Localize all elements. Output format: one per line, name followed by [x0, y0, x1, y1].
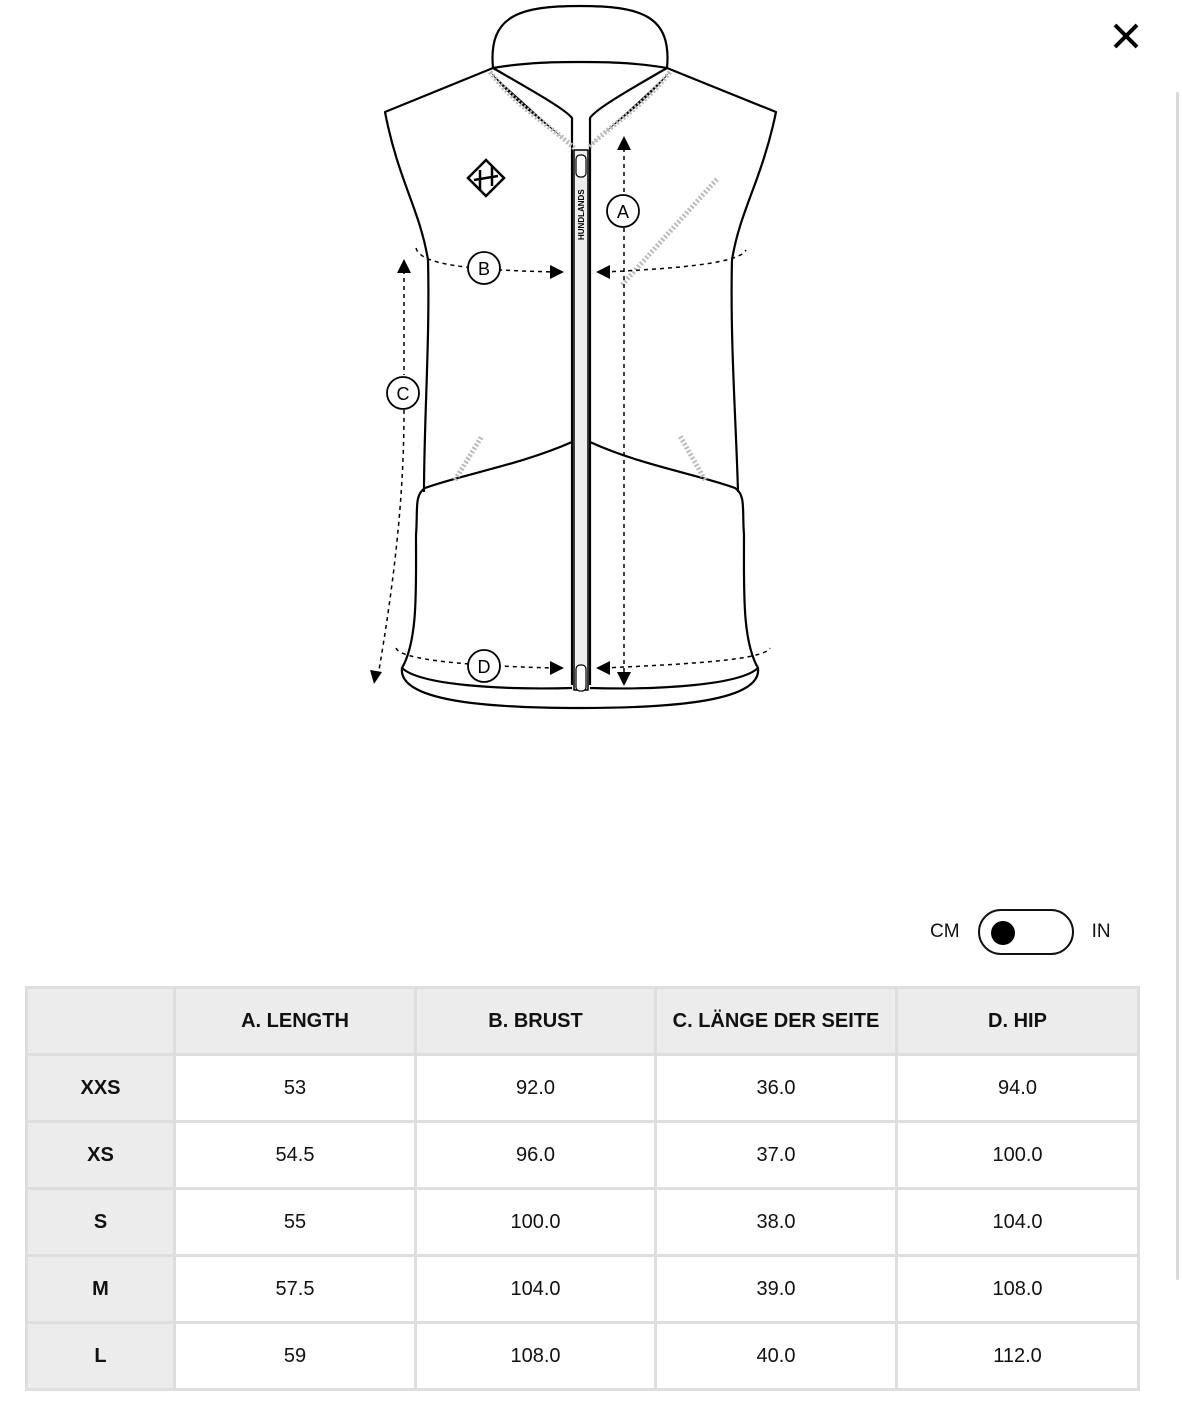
table-cell: 53	[175, 1055, 416, 1122]
size-table	[25, 986, 1140, 1391]
row-header-size: L	[27, 1323, 175, 1390]
table-cell: 55	[175, 1189, 416, 1256]
table-cell: 39.0	[656, 1256, 897, 1323]
column-header: A. LENGTH	[175, 988, 416, 1055]
switch-knob	[991, 921, 1015, 945]
row-header-size: S	[27, 1189, 175, 1256]
brand-label: HUNDLANDS	[577, 189, 586, 240]
unit-label-cm[interactable]: CM	[930, 921, 960, 942]
table-cell: 100.0	[897, 1122, 1139, 1189]
table-cell: 108.0	[897, 1256, 1139, 1323]
table-cell: 100.0	[416, 1189, 656, 1256]
marker-d: D	[477, 657, 491, 677]
column-header: D. HIP	[897, 988, 1139, 1055]
vest-measurement-diagram	[340, 0, 820, 730]
scrollbar[interactable]	[1176, 92, 1179, 1280]
table-row	[27, 1189, 1139, 1256]
table-row	[27, 1055, 1139, 1122]
table-cell: 38.0	[656, 1189, 897, 1256]
table-cell: 57.5	[175, 1256, 416, 1323]
marker-b: B	[477, 259, 491, 279]
table-cell: 104.0	[897, 1189, 1139, 1256]
table-row	[27, 1256, 1139, 1323]
table-cell: 92.0	[416, 1055, 656, 1122]
table-cell: 36.0	[656, 1055, 897, 1122]
unit-label-in[interactable]: IN	[1091, 921, 1111, 942]
unit-switch[interactable]	[978, 909, 1074, 955]
row-header-size: XXS	[27, 1055, 175, 1122]
marker-c: C	[396, 384, 410, 404]
row-header-size: M	[27, 1256, 175, 1323]
close-icon	[1112, 22, 1140, 50]
brand-logo-icon	[468, 160, 504, 196]
table-cell: 40.0	[656, 1323, 897, 1390]
marker-a: A	[616, 202, 630, 222]
table-row	[27, 1323, 1139, 1390]
table-cell: 108.0	[416, 1323, 656, 1390]
table-cell: 59	[175, 1323, 416, 1390]
column-header: C. LÄNGE DER SEITE	[656, 988, 897, 1055]
row-header-size: XS	[27, 1122, 175, 1189]
unit-toggle	[930, 906, 1111, 958]
table-row	[27, 1122, 1139, 1189]
table-cell: 96.0	[416, 1122, 656, 1189]
column-header: B. BRUST	[416, 988, 656, 1055]
table-cell: 37.0	[656, 1122, 897, 1189]
table-cell: 112.0	[897, 1323, 1139, 1390]
table-header-corner	[27, 988, 175, 1055]
table-cell: 54.5	[175, 1122, 416, 1189]
table-header-row	[27, 988, 1139, 1055]
table-cell: 94.0	[897, 1055, 1139, 1122]
table-cell: 104.0	[416, 1256, 656, 1323]
close-button[interactable]	[1106, 16, 1146, 56]
